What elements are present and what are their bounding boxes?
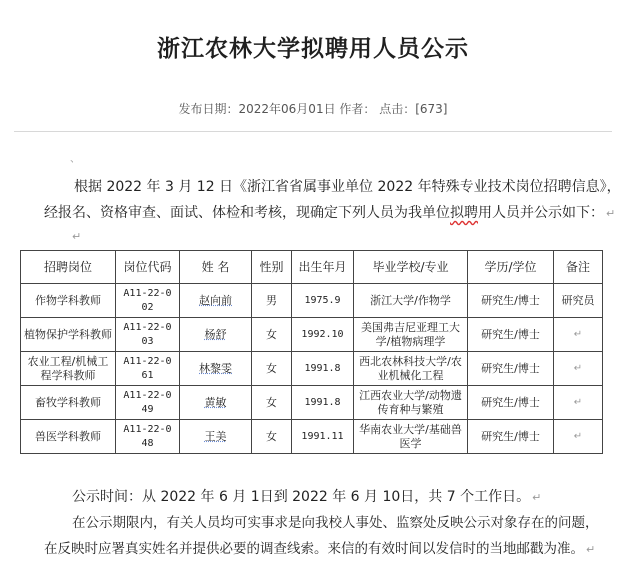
cell-name-text: 杨舒	[204, 327, 227, 341]
cell-post: 农业工程/机械工程学科教师	[21, 352, 116, 386]
notice-period	[72, 484, 612, 511]
objection-text-2: 在反映时应署真实姓名并提供必要的调查线索。来信的有效时间以发信时的当地邮戳为准。	[44, 541, 584, 557]
cell-school: 浙江大学/作物学	[354, 284, 468, 318]
table-row	[21, 352, 603, 386]
cell-note: ↵	[554, 318, 603, 352]
intro-text-1: 根据 2022 年 3 月 12 日《浙江省省属事业单位 2022 年特殊专业技术岗位招聘信息》，	[74, 179, 621, 195]
cell-birth: 1991.8	[292, 386, 354, 420]
page-title: 浙江农林大学拟聘用人员公示	[157, 36, 469, 62]
header-name: 姓 名	[180, 251, 252, 284]
return-mark-icon: ↵	[532, 491, 542, 504]
cell-code: A11-22-0 49	[116, 386, 180, 420]
cell-school: 美国弗吉尼亚理工大学/植物病理学	[354, 318, 468, 352]
cell-post: 畜牧学科教师	[21, 386, 116, 420]
table-row	[21, 318, 603, 352]
table-row	[21, 284, 603, 318]
cell-code: A11-22-0 02	[116, 284, 180, 318]
cell-school: 西北农林科技大学/农业机械化工程	[354, 352, 468, 386]
cell-code: A11-22-0 61	[116, 352, 180, 386]
intro-paragraph	[44, 174, 621, 227]
cell-note: 研究员	[554, 284, 603, 318]
cell-degree: 研究生/博士	[468, 420, 554, 454]
objection-paragraph-2	[44, 536, 619, 563]
publish-meta: 发布日期：2022年06月01日 作者： 点击：[673]	[178, 102, 448, 116]
header-note: 备注	[554, 251, 603, 284]
cell-gender: 女	[252, 318, 292, 352]
cell-degree: 研究生/博士	[468, 284, 554, 318]
objection-paragraph-1: 在公示期限内，有关人员均可实事求是向我校人事处、监察处反映公示对象存在的问题，	[72, 515, 599, 531]
cell-post: 兽医学科教师	[21, 420, 116, 454]
cell-name	[180, 318, 252, 352]
cell-name	[180, 284, 252, 318]
cell-code: A11-22-0 03	[116, 318, 180, 352]
cell-note: ↵	[554, 352, 603, 386]
cell-degree: 研究生/博士	[468, 352, 554, 386]
cell-name	[180, 352, 252, 386]
cell-name-text: 黄敏	[204, 395, 227, 409]
cell-gender: 男	[252, 284, 292, 318]
intro-text-2c: 用人员并公示如下：	[478, 205, 604, 221]
table-row	[21, 386, 603, 420]
cell-degree: 研究生/博士	[468, 386, 554, 420]
cell-post: 作物学科教师	[21, 284, 116, 318]
divider	[14, 131, 612, 132]
candidates-table	[20, 250, 603, 454]
header-school: 毕业学校/专业	[354, 251, 468, 284]
cell-school: 华南农业大学/基础兽医学	[354, 420, 468, 454]
cell-birth: 1975.9	[292, 284, 354, 318]
cell-school: 江西农业大学/动物遗传育种与繁殖	[354, 386, 468, 420]
return-mark-icon: ↵	[72, 230, 82, 243]
cell-name	[180, 420, 252, 454]
header-post: 招聘岗位	[21, 251, 116, 284]
cell-name	[180, 386, 252, 420]
cell-name-text: 赵向前	[199, 293, 232, 307]
cell-name-text: 王美	[204, 429, 227, 443]
cell-birth: 1992.10	[292, 318, 354, 352]
cell-name-text: 林黎雯	[199, 361, 232, 375]
intro-text-2a: 经报名、资格审查、面试、体检和考核，现确定下列人员为我单位	[44, 205, 450, 221]
cell-gender: 女	[252, 352, 292, 386]
return-mark-icon: ↵	[586, 543, 596, 556]
cell-gender: 女	[252, 386, 292, 420]
cell-post: 植物保护学科教师	[21, 318, 116, 352]
header-birth: 出生年月	[292, 251, 354, 284]
notice-period-text: 公示时间：从 2022 年 6 月 1日到 2022 年 6 月 10日，共 7 个工作日。	[72, 489, 531, 505]
intro-text-2b: 拟聘	[450, 205, 478, 221]
intro-line-2	[44, 200, 614, 227]
table-header-row	[21, 251, 603, 284]
header-gender: 性别	[252, 251, 292, 284]
cell-birth: 1991.8	[292, 352, 354, 386]
intro-line-1	[44, 174, 621, 200]
cell-code: A11-22-0 48	[116, 420, 180, 454]
cell-note: ↵	[554, 420, 603, 454]
table-row	[21, 420, 603, 454]
header-degree: 学历/学位	[468, 251, 554, 284]
return-mark-icon: ↵	[606, 207, 616, 220]
header-code: 岗位代码	[116, 251, 180, 284]
stray-mark: 、	[70, 154, 80, 165]
cell-gender: 女	[252, 420, 292, 454]
cell-note: ↵	[554, 386, 603, 420]
cell-degree: 研究生/博士	[468, 318, 554, 352]
cell-birth: 1991.11	[292, 420, 354, 454]
